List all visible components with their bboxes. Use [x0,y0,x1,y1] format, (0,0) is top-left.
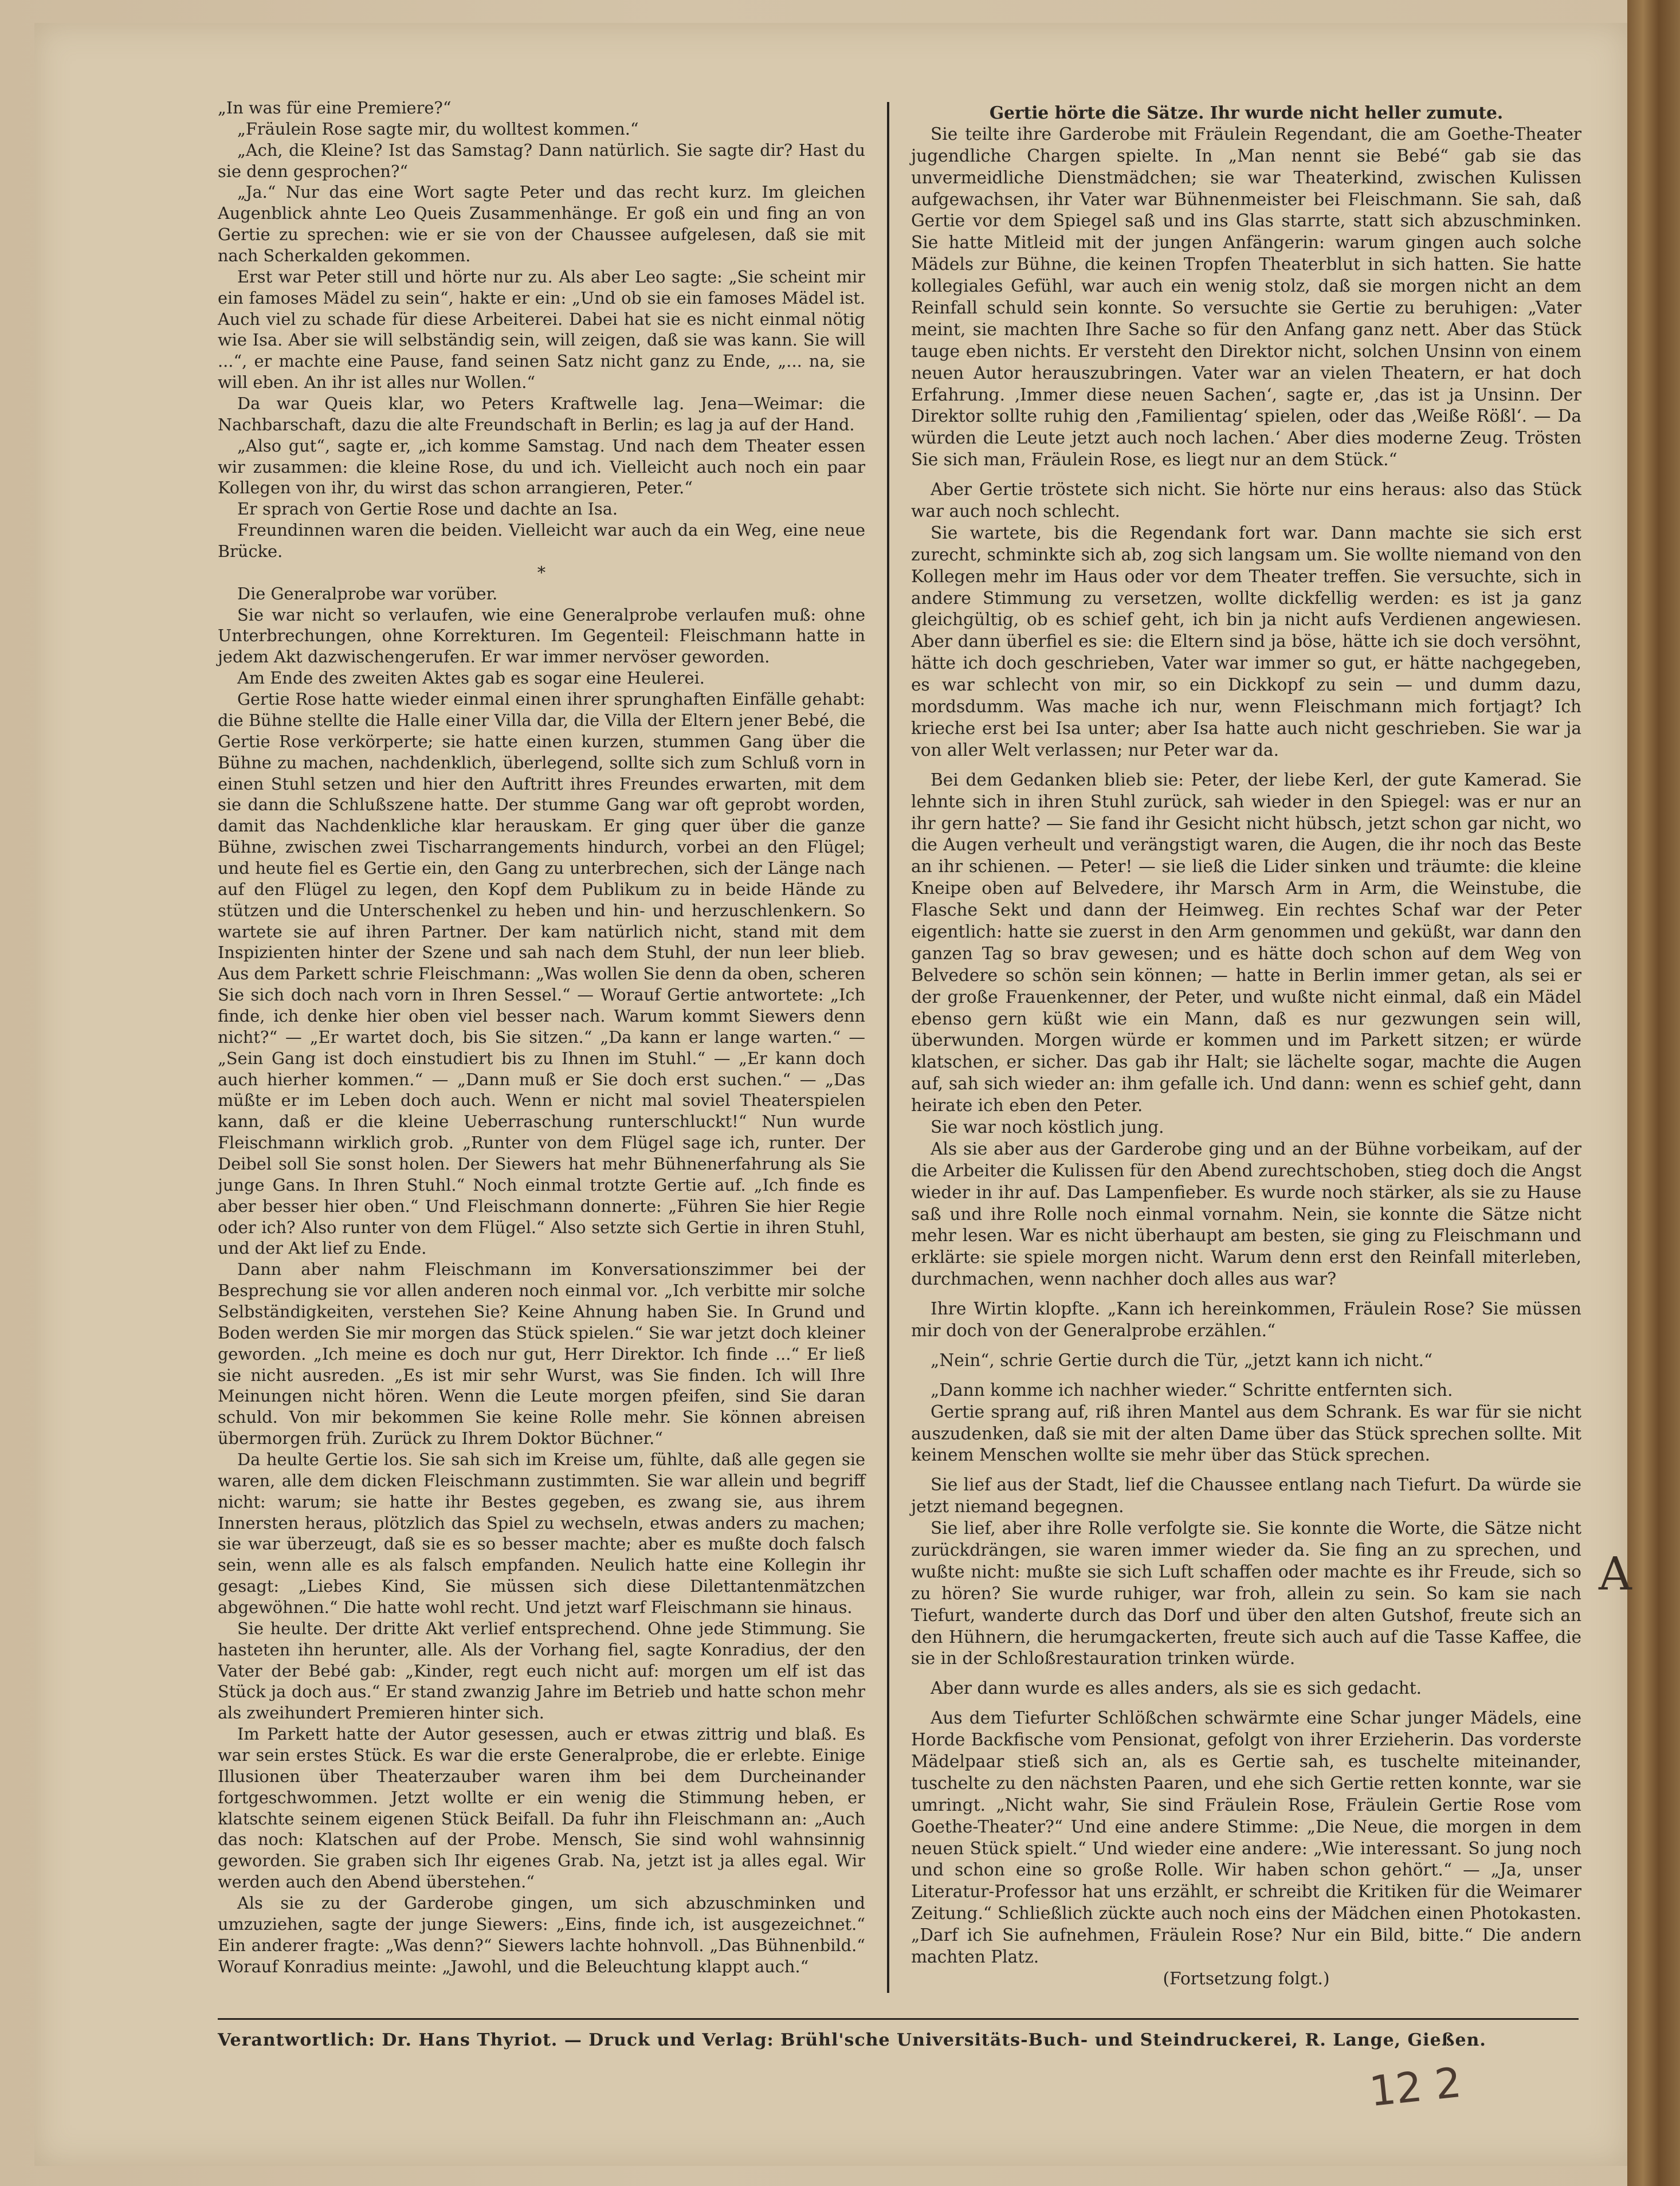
paragraph: „Ach, die Kleine? Ist das Samstag? Dann natürlich. Sie sagte dir? Hast du sie denn gesprochen?“ [218,140,865,181]
paragraph: Als sie zu der Garderobe gingen, um sich abzuschminken und umzuziehen, sagte der junge Siewers: „Eins, finde ich, ist ausgezeichnet.“ Ein anderer fragte: „Was denn?“ Siewers lachte hohnvoll. „Das Bühnenbild.“ Worauf Konradius meinte: „Jawohl, und die Beleuchtung klappt auch.“ [218,1893,865,1976]
paragraph: Die Generalprobe war vorüber. [237,583,498,603]
paragraph: Bei dem Gedanken blieb sie: Peter, der liebe Kerl, der gute Kamerad. Sie lehnte sich in ihren Stuhl zurück, sah wieder in den Spiegel: was er nur an ihr gern hatte? — Sie fand ihr Gesicht nicht hübsch, jetzt schon gar nicht, wo die Augen verheult und verängstigt waren, die Augen, die ihr noch das Beste an ihr schienen. — Peter! — sie ließ die Lider sinken und träumte: die kleine Kneipe oben auf Belvedere, ihr Marsch Arm in Arm, die Weinstube, die Flasche Sekt und dann der Heimweg. Ein rechtes Schaf war der Peter eigentlich: hatte sie zuerst in den Arm genommen und geküßt, war dann den ganzen Tag so brav gewesen; und es hätte doch schon auf dem Weg von Belvedere so schön sein können; — hatte in Berlin immer getan, als sei er der große Frauenkenner, der Peter, und wußte nicht einmal, daß ein Mädel ebenso gern küßt wie ein Mann, daß es nur gezwungen sein will, überwunden. Morgen würde er kommen und im Parkett sitzen; er würde klatschen, er sicher. Das gab ihr Halt; sie lächelte sogar, machte die Augen auf, sah sich wieder an: ihm gefalle ich. Und dann: wenn es schief geht, dann heirate ich eben den Peter. [911,770,1581,1116]
column-rule [887,102,889,1993]
paragraph: Sie teilte ihre Garderobe mit Fräulein Regendant, die am Goethe-Theater jugendliche Chargen spielte. In „Man nennt sie Bebé“ gab sie das unvermeidliche Dienstmädchen; sie war Theaterkind, zwischen Kulissen aufgewachsen, ihr Vater war Bühnenmeister bei Fleischmann. Sie sah, daß Gertie vor dem Spiegel saß und ins Glas starrte, statt sich abzuschminken. Sie hatte Mitleid mit der jungen Anfängerin: warum gingen auch solche Mädels zur Bühne, die keinen Tropfen Theaterblut in sich hatten. Sie hatte kollegiales Gefühl, war auch ein wenig stolz, daß sie morgen nicht an dem Reinfall schuld sein konnte. So versuchte sie Gertie zu beruhigen: „Vater meint, sie machten Ihre Sache so für den Anfang ganz nett. Aber das Stück tauge eben nichts. Er versteht den Direktor nicht, solchen Unsinn von einem neuen Autor herauszubringen. Vater war an vielen Theatern, er hat doch Erfahrung. ‚Immer diese neuen Sachen‘, sagte er, ‚das ist ja Unsinn. Der Direktor sollte ruhig den ‚Familientag‘ spielen, oder das ‚Weiße Rößl‘. — Da würden die Leute jetzt auch noch lachen.‘ Aber dies moderne Zeug. Trösten Sie sich man, Fräulein Rose, es liegt nur an dem Stück.“ [911,124,1581,470]
paragraph: Gertie Rose hatte wieder einmal einen ihrer sprunghaften Einfälle gehabt: die Bühne stellte die Halle einer Villa dar, die Villa der Eltern jener Bebé, die Gertie Rose verkörperte; sie hatte einen kurzen, stummen Gang über die Bühne zu machen, nachdenklich, überlegend, sollte sich zum Schluß vorn in einen Stuhl setzen und hier den Auftritt ihres Freundes erwarten, mit dem sie dann die Schlußszene hatte. Der stumme Gang war oft geprobt worden, damit das Nachdenkliche klar herauskam. Er ging quer über die ganze Bühne, zwischen zwei Tischarrangements hindurch, vorbei an den Flügel; und heute fiel es Gertie ein, den Gang zu unterbrechen, sich der Länge nach auf den Flügel zu legen, den Kopf dem Publikum zu in beide Hände zu stützen und die Unterschenkel zu heben und hin- und herzuschlenkern. So wartete sie auf ihren Partner. Der kam natürlich nicht, stand mit dem Inspizienten hinter der Szene und sah nach dem Stuhl, der nun leer blieb. Aus dem Parkett schrie Fleischmann: „Was wollen Sie denn da oben, scheren Sie sich doch nach vorn in Ihren Sessel.“ — Worauf Gertie antwortete: „Ich finde, ich denke hier oben viel besser nach. Warum kommt Siewers denn nicht?“ — „Er wartet doch, bis Sie sitzen.“ „Da kann er lange warten.“ — „Sein Gang ist doch einstudiert bis zu Ihnen im Stuhl.“ — „Er kann doch auch hierher kommen.“ — „Dann muß er Sie doch erst suchen.“ — „Das müßte er im Leben doch auch. Wenn er nicht mal soviel Theaterspielen kann, daß er die kleine Ueberraschung runterschluckt!“ Nun wurde Fleischmann wirklich grob. „Runter von dem Flügel sage ich, runter. Der Deibel soll Sie sonst holen. Der Siewers hat mehr Bühnenerfahrung als Sie junge Gans. In Ihren Stuhl.“ Noch einmal trotzte Gertie auf. „Ich finde es aber besser hier oben.“ Und Fleischmann donnerte: „Führen Sie hier Regie oder ich? Also runter von dem Flügel.“ Also setzte sich Gertie in ihren Stuhl, und der Akt lief zu Ende. [218,689,865,1258]
paragraph: Sie lief, aber ihre Rolle verfolgte sie. Sie konnte die Worte, die Sätze nicht zurückdrängen, sie waren immer wieder da. Sie fing an zu sprechen, und wußte nicht: mußte sie sich Luft schaffen oder machte es ihr Freude, sich so zu hören? Sie wurde ruhiger, war froh, allein zu sein. So kam sie nach Tiefurt, wanderte durch das Dorf und über den alten Gutshof, freute sich an den Hühnern, die herumgackerten, freute sich auch auf die Tasse Kaffee, die sie in der Schloßrestauration trinken würde. [911,1518,1581,1669]
paragraph: Da war Queis klar, wo Peters Kraftwelle lag. Jena—Weimar: die Nachbarschaft, dazu die alte Freundschaft in Berlin; es lag ja auf der Hand. [218,394,865,434]
paragraph: Am Ende des zweiten Aktes gab es sogar eine Heulerei. [237,668,705,688]
left-column [218,97,865,1977]
paragraph: Sie war nicht so verlaufen, wie eine Generalprobe verlaufen muß: ohne Unterbrechungen, ohne Korrekturen. Im Gegenteil: Fleischmann hatte in jedem Akt dazwischengerufen. Er war immer nervöser geworden. [218,605,865,667]
footer-rule [218,2018,1579,2020]
paragraph: Da heulte Gertie los. Sie sah sich im Kreise um, fühlte, daß alle gegen sie waren, alle dem dicken Fleischmann zustimmten. Sie war allein und begriff nicht: warum; sie hatte ihr Bestes gegeben, es zwang sie, aus ihrem Innersten heraus, plötzlich das Spiel zu wechseln, etwas anders zu machen; sie war überzeugt, daß sie es so besser machte; aber es mußte doch falsch sein, wenn alle es als falsch empfanden. Neulich hatte eine Kollegin ihr gesagt: „Liebes Kind, Sie müssen sich diese Dilettantenmätzchen abgewöhnen.“ Die hatte wohl recht. Und jetzt warf Fleischmann sie hinaus. [218,1450,865,1618]
paragraph: Sie heulte. Der dritte Akt verlief entsprechend. Ohne jede Stimmung. Sie hasteten ihn herunter, alle. Als der Vorhang fiel, sagte Konradius, der den Vater der Bebé gab: „Kinder, regt euch nicht auf: morgen um elf ist das Stück ja doch aus.“ Er stand zwanzig Jahre im Betrieb und hatte schon mehr als zweihundert Premieren hinter sich. [218,1618,865,1723]
paragraph: Aber Gertie tröstete sich nicht. Sie hörte nur eins heraus: also das Stück war auch noch schlecht. [911,480,1581,521]
paragraph: Sie wartete, bis die Regendank fort war. Dann machte sie sich erst zurecht, schminkte sich ab, zog sich langsam um. Sie wollte niemand von den Kollegen mehr im Haus oder vor dem Theater treffen. Sie versuchte, sich in andere Stimmung zu versetzen, wollte dickfellig werden: es ist ja ganz gleichgültig, ob es schief geht, ich bin ja nicht aufs Verdienen angewiesen. Aber dann überfiel es sie: die Eltern sind ja böse, hätte ich sie doch versöhnt, hätte ich doch geschrieben, Vater war immer so gut, er hätte nachgegeben, es war schlecht von mir, so ein Dickkopf zu sein — und dumm dazu, mordsdumm. Was mache ich nur, wenn Fleischmann mich fortjagt? Ich krieche erst bei Isa unter; aber Isa hatte auch nicht geschrieben. Sie war ja von aller Welt verlassen; nur Peter war da. [911,523,1581,760]
paragraph: Als sie aber aus der Garderobe ging und an der Bühne vorbeikam, auf der die Arbeiter die Kulissen für den Abend zurechtschoben, stieg doch die Angst wieder in ihr auf. Das Lampenfieber. Es wurde noch stärker, als sie zu Hause saß und ihre Rolle noch einmal vornahm. Nein, sie konnte die Sätze nicht mehr lesen. War es nicht überhaupt am besten, sie ging zu Fleischmann und erklärte: sie spiele morgen nicht. Warum denn erst den Reinfall miterleben, durchmachen, wenn nachher doch alles aus war? [911,1139,1581,1289]
paragraph: „Dann komme ich nachher wieder.“ Schritte entfernten sich. [931,1380,1453,1400]
continuation-note: (Fortsetzung folgt.) [1163,1968,1330,1988]
paragraph: Gertie sprang auf, riß ihren Mantel aus dem Schrank. Es war für sie nicht auszudenken, daß sie mit der alten Dame über das Stück sprechen sollte. Mit keinem Menschen wollte sie mehr über das Stück sprechen. [911,1402,1581,1465]
paragraph: Aber dann wurde es alles anders, als sie es sich gedacht. [931,1678,1422,1698]
paragraph: Dann aber nahm Fleischmann im Konversationszimmer bei der Besprechung sie vor allen anderen noch einmal vor. „Ich verbitte mir solche Selbständigkeiten, verstehen Sie? Keine Ahnung haben Sie. In Grund und Boden werden Sie mir morgen das Stück spielen.“ Sie war jetzt doch kleiner geworden. „Ich meine es doch nur gut, Herr Direktor. Ich finde ...“ Er ließ sie nicht ausreden. „Es ist mir sehr Wurst, was Sie finden. Ich will Ihre Meinungen nicht hören. Wenn die Leute morgen pfeifen, sind Sie daran schuld. Von mir bekommen Sie keine Rolle mehr. Sie können abreisen übermorgen früh. Zurück zu Ihrem Doktor Büchner.“ [218,1259,865,1449]
paragraph: Sie lief aus der Stadt, lief die Chaussee entlang nach Tiefurt. Da würde sie jetzt niemand begegnen. [911,1475,1581,1517]
paragraph: Aus dem Tiefurter Schlößchen schwärmte eine Schar junger Mädels, eine Horde Backfische vom Pensionat, gefolgt von ihrer Erzieherin. Das vorderste Mädelpaar stieß sich an, als es Gertie sah, es tuschelte miteinander, tuschelte zu den nächsten Paaren, und ehe sich Gertie retten konnte, war sie umringt. „Nicht wahr, Sie sind Fräulein Rose, Fräulein Gertie Rose vom Goethe-Theater?“ Und eine andere Stimme: „Die Neue, die morgen in dem neuen Stück spielt.“ Und wieder eine andere: „Wie interessant. So jung noch und schon eine so große Rolle. Wir haben schon gehört.“ — „Ja, unser Literatur-Professor hat uns erzählt, er schreibt die Kritiken für die Weimarer Zeitung.“ Schließlich zückte auch noch eins der Mädchen einen Photokasten. „Darf ich Sie aufnehmen, Fräulein Rose? Nur ein Bild, bitte.“ Die andern machten Platz. [911,1708,1581,1967]
paragraph: Im Parkett hatte der Autor gesessen, auch er etwas zittrig und blaß. Es war sein erstes Stück. Es war die erste Generalprobe, die er erlebte. Einige Illusionen über Theaterzauber waren ihm bei dem Durcheinander fortgeschwommen. Jetzt wollte er ein wenig die Stimmung heben, er klatschte seinem eigenen Stück Beifall. Da fuhr ihn Fleischmann an: „Auch das noch: Klatschen auf der Probe. Mensch, Sie sind wohl wahnsinnig geworden. Sie graben sich Ihr eigenes Grab. Na, jetzt ist ja alles egal. Wir werden auch den Abend überstehen.“ [218,1724,865,1892]
paragraph: „Nein“, schrie Gertie durch die Tür, „jetzt kann ich nicht.“ [931,1350,1433,1370]
section-divider: * [537,562,546,582]
paragraph: Freundinnen waren die beiden. Vielleicht war auch da ein Weg, eine neue Brücke. [218,520,865,562]
paragraph: Erst war Peter still und hörte nur zu. Als aber Leo sagte: „Sie scheint mir ein famoses Mädel zu sein“, hakte er ein: „Und ob sie ein famoses Mädel ist. Auch viel zu schade für diese Arbeiterei. Dabei hat sie es nicht einmal nötig wie Isa. Aber sie will selbständig sein, will zeigen, daß sie was kann. Sie will ...“, er machte eine Pause, fand seinen Satz nicht ganz zu Ende, „... na, sie will eben. An ihr ist alles nur Wollen.“ [218,266,865,393]
imprint-line: Verantwortlich: Dr. Hans Thyriot. — Druck und Verlag: Brühl'sche Universitäts-Buch- und Steindruckerei, R. Lange, Gießen. [218,2030,1486,2050]
book-binding [1627,0,1680,2186]
paragraph: „Also gut“, sagte er, „ich komme Samstag. Und nach dem Theater essen wir zusammen: die kleine Rose, du und ich. Vielleicht auch noch ein paar Kollegen von ihr, du wirst das schon arrangieren, Peter.“ [218,435,865,498]
paragraph: Er sprach von Gertie Rose und dachte an Isa. [237,499,618,519]
right-column [911,102,1581,1990]
paragraph: Sie war noch köstlich jung. [931,1117,1164,1137]
paragraph: „Fräulein Rose sagte mir, du wolltest kommen.“ [237,119,639,139]
paragraph: Gertie hörte die Sätze. Ihr wurde nicht heller zumute. [989,103,1504,123]
margin-mark: A [1599,1547,1632,1600]
paragraph: Ihre Wirtin klopfte. „Kann ich hereinkommen, Fräulein Rose? Sie müssen mir doch von der Generalprobe erzählen.“ [911,1299,1581,1340]
paragraph: „Ja.“ Nur das eine Wort sagte Peter und das recht kurz. Im gleichen Augenblick ahnte Leo Queis Zusammenhänge. Er goß ein und fing an von Gertie zu sprechen: wie er sie von der Chaussee aufgelesen, daß sie mit nach Scherkalden gekommen. [218,182,865,266]
handwritten-page-number: 12 2 [1367,2058,1464,2116]
paragraph: „In was für eine Premiere?“ [218,98,452,117]
